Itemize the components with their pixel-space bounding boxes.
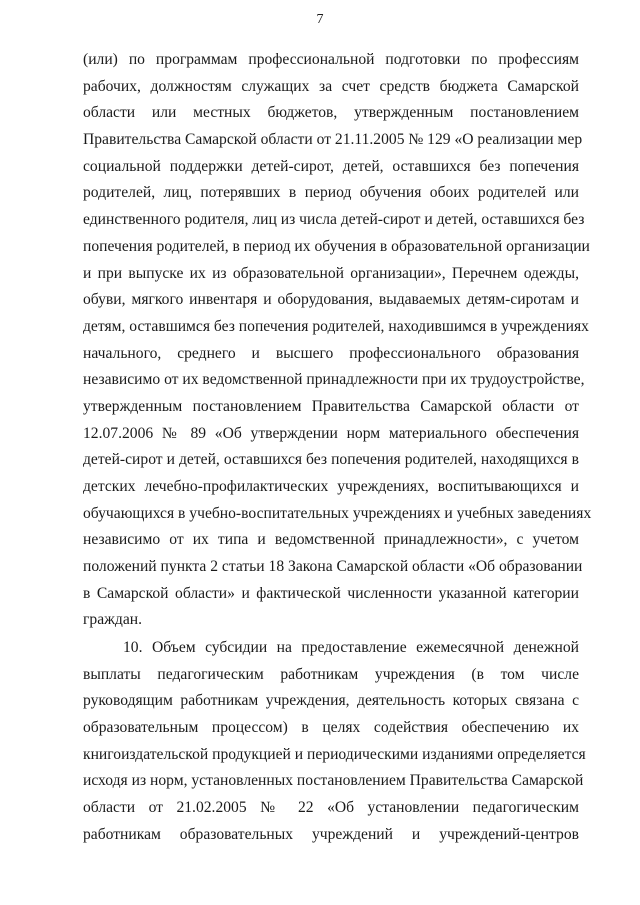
text-line: 12.07.2006 № 89 «Об утверждении норм материального обеспечения	[83, 424, 579, 442]
text-line: книгоиздательской продукцией и периодическими изданиями определяется	[83, 745, 586, 763]
text-line: социальной поддержки детей-сирот, детей, оставшихся без попечения	[83, 157, 579, 175]
text-line: единственного родителя, лиц из числа детей-сирот и детей, оставшихся без	[83, 211, 585, 229]
text-line: независимо от их типа и ведомственной принадлежности», с учетом	[83, 531, 579, 549]
text-line: области от 21.02.2005 № 22 «Об установлении педагогическим	[83, 799, 579, 817]
text-line: 10. Объем субсидии на предоставление ежемесячной денежной	[123, 639, 579, 656]
text-line: в Самарской области» и фактической численности указанной категории	[83, 584, 579, 602]
item-10-paragraph	[83, 635, 586, 849]
text-line: детям, оставшимся без попечения родителей, находившимся в учреждениях	[83, 317, 589, 335]
text-line: детских лечебно-профилактических учреждениях, воспитывающихся и	[83, 478, 579, 495]
text-line: независимо от их ведомственной принадлежности при их трудоустройстве,	[83, 371, 585, 389]
text-line: родителей, лиц, потерявших в период обучения обоих родителей или	[83, 184, 579, 202]
text-line: обуви, мягкого инвентаря и оборудования, выдаваемых детям-сиротам и	[83, 291, 579, 309]
page-number: 7	[316, 12, 324, 27]
text-line: исходя из норм, установленных постановлением Правительства Самарской	[83, 772, 584, 790]
text-line: начального, среднего и высшего профессионального образования	[83, 344, 579, 362]
text-line: утвержденным постановлением Правительства Самарской области от	[83, 397, 579, 415]
text-line: (или) по программам профессиональной подготовки по профессиям	[83, 51, 579, 68]
text-line: работникам образовательных учреждений и учреждений-центров	[83, 825, 579, 843]
text-line: руководящим работникам учреждения, деятельность которых связана с	[83, 692, 579, 710]
text-line: и при выпуске их из образовательной организации», Перечнем одежды,	[83, 264, 579, 282]
text-line: обучающихся в учебно-воспитательных учреждениях и учебных заведениях	[83, 504, 592, 522]
text-line: положений пункта 2 статьи 18 Закона Самарской области «Об образовании	[83, 558, 583, 576]
text-line: рабочих, должностям служащих за счет средств бюджета Самарской	[83, 77, 579, 95]
text-line: граждан.	[83, 611, 142, 629]
text-line: области или местных бюджетов, утвержденным постановлением	[83, 104, 579, 122]
text-line: Правительства Самарской области от 21.11.2005 № 129 «О реализации мер	[83, 131, 583, 149]
text-line: попечения родителей, в период их обучения в образовательной организации	[83, 237, 590, 255]
text-line: выплаты педагогическим работникам учреждения (в том числе	[83, 665, 579, 683]
text-line: детей-сирот и детей, оставшихся без попечения родителей, находящихся в	[83, 451, 579, 469]
continuation-paragraph	[83, 47, 592, 634]
text-line: образовательным процессом) в целях содействия обеспечению их	[83, 719, 579, 737]
